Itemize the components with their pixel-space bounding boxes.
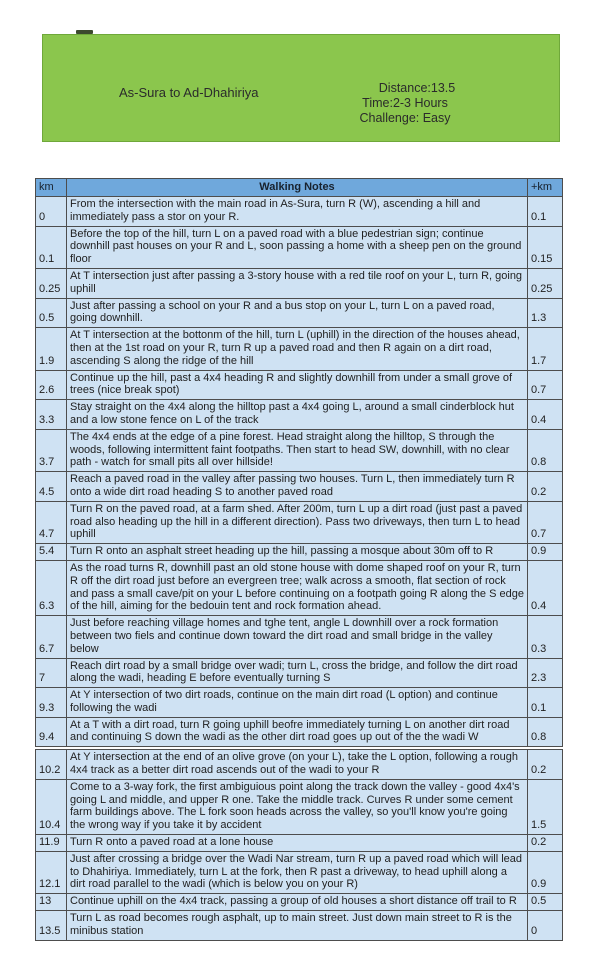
cell-plus: 0.5: [528, 894, 563, 911]
table-row: [36, 750, 563, 780]
cell-km: 13: [36, 894, 67, 911]
cell-note: Come to a 3-way fork, the first ambiguious point along the track down the valley - good 4x4's going L and middle, and upper R one. Take the middle track. Curves R under some cement farm buildings above. The L fork soon heads across the valley, so you'll know you're going the wrong way if you take it by accident: [67, 779, 528, 834]
cell-km: 12.1: [36, 851, 67, 893]
cell-note: At T intersection at the bottonm of the hill, turn L (uphill) in the direction of the houses ahead, then at the 1st road on your R, turn R up a paved road and then R again on a dirt road, ascending S along the ridge of the hill: [67, 328, 528, 370]
table-row: [36, 429, 563, 471]
cell-km: 4.7: [36, 501, 67, 543]
cell-km: 1.9: [36, 328, 67, 370]
table-row: [36, 298, 563, 328]
cell-plus: 0.4: [528, 400, 563, 430]
cell-note: Stay straight on the 4x4 along the hilltop past a 4x4 going L, around a small cinderblock hut and a low stone fence on L of the track: [67, 400, 528, 430]
table-row: [36, 226, 563, 268]
cell-note: From the intersection with the main road in As-Sura, turn R (W), ascending a hill and immediately pass a stor on your R.: [67, 197, 528, 227]
cell-km: 4.5: [36, 472, 67, 502]
table-row: [36, 472, 563, 502]
trail-time: Time:2-3 Hours: [362, 96, 448, 110]
table-row: [36, 688, 563, 718]
cell-note: Continue up the hill, past a 4x4 heading R and slightly downhill from under a small grove of trees (nice break spot): [67, 370, 528, 400]
table-header-row: [36, 179, 563, 197]
cell-note: Just before reaching village homes and tghe tent, angle L downhill over a rock formation between two fiels and continue down toward the dirt road and small bridge in the valley below: [67, 616, 528, 658]
cell-km: 7: [36, 658, 67, 688]
cell-note: At T intersection just after passing a 3-story house with a red tile roof on your L, turn R, going uphill: [67, 268, 528, 298]
table-row: [36, 544, 563, 561]
cell-km: 10.4: [36, 779, 67, 834]
cell-km: 0.25: [36, 268, 67, 298]
walking-notes-table: [35, 178, 563, 941]
trail-info-block: [325, 81, 485, 126]
cell-plus: 0.8: [528, 429, 563, 471]
table-row: [36, 616, 563, 658]
cell-plus: 0: [528, 911, 563, 941]
cell-km: 10.2: [36, 750, 67, 780]
cell-km: 6.7: [36, 616, 67, 658]
cell-km: 9.3: [36, 688, 67, 718]
cell-plus: 0.9: [528, 851, 563, 893]
cell-plus: 1.3: [528, 298, 563, 328]
cell-km: 13.5: [36, 911, 67, 941]
trail-challenge: Challenge: Easy: [359, 111, 451, 125]
cell-note: At Y intersection of two dirt roads, continue on the main dirt road (L option) and continue following the wadi: [67, 688, 528, 718]
cell-plus: 1.7: [528, 328, 563, 370]
column-header-plus-km: +km: [528, 179, 563, 197]
cell-note: As the road turns R, downhill past an old stone house with dome shaped roof on your R, turn R off the dirt road just before an evergreen tree; walk across a smooth, flat section of rock and pass a small cave/pit on your L before continuing on a footpath going R along the S edge of the hill, aiming for the bedouin tent and rock formation ahead.: [67, 560, 528, 615]
cell-plus: 0.7: [528, 501, 563, 543]
column-header-km: km: [36, 179, 67, 197]
print-artifact-mark: [76, 30, 93, 34]
cell-note: Turn R on the paved road, at a farm shed. After 200m, turn L up a dirt road (just past a paved road also heading up the hill in a different direction). Pass two driveways, then turn L to head uphill: [67, 501, 528, 543]
cell-plus: 0.15: [528, 226, 563, 268]
cell-km: 0.1: [36, 226, 67, 268]
cell-note: At Y intersection at the end of an olive grove (on your L), take the L option, following a rough 4x4 track as a better dirt road ascends out of the wadi to your R: [67, 750, 528, 780]
table-row: [36, 717, 563, 747]
cell-plus: 2.3: [528, 658, 563, 688]
table-row: [36, 400, 563, 430]
cell-note: Turn R onto a paved road at a lone house: [67, 835, 528, 852]
cell-km: 3.7: [36, 429, 67, 471]
trail-header-box: [42, 34, 560, 142]
column-header-walking-notes: Walking Notes: [67, 179, 528, 197]
table-row: [36, 835, 563, 852]
table-row: [36, 911, 563, 941]
table-row: [36, 560, 563, 615]
cell-note: Reach a paved road in the valley after passing two houses. Turn L, then immediately turn R onto a wide dirt road heading S to another paved road: [67, 472, 528, 502]
trail-distance: Distance:13.5: [378, 81, 456, 95]
cell-plus: 0.8: [528, 717, 563, 747]
cell-note: Before the top of the hill, turn L on a paved road with a blue pedestrian sign; continue downhill past houses on your R and L, soon passing a home with a sheep pen on the ground floor: [67, 226, 528, 268]
cell-km: 6.3: [36, 560, 67, 615]
table-row: [36, 197, 563, 227]
table-row: [36, 501, 563, 543]
cell-plus: 0.2: [528, 835, 563, 852]
table-row: [36, 370, 563, 400]
cell-note: Turn R onto an asphalt street heading up the hill, passing a mosque about 30m off to R: [67, 544, 528, 561]
cell-plus: 0.4: [528, 560, 563, 615]
table-row: [36, 779, 563, 834]
table-row: [36, 268, 563, 298]
trail-title: As-Sura to Ad-Dhahiriya: [119, 85, 259, 100]
cell-plus: 0.2: [528, 750, 563, 780]
table-row: [36, 851, 563, 893]
cell-note: Turn L as road becomes rough asphalt, up to main street. Just down main street to R is the minibus station: [67, 911, 528, 941]
cell-note: At a T with a dirt road, turn R going uphill beofre immediately turning L on another dirt road and continuing S down the wadi as the other dirt road goes up out of the the wadi W: [67, 717, 528, 747]
table-row: [36, 658, 563, 688]
cell-km: 0: [36, 197, 67, 227]
cell-note: The 4x4 ends at the edge of a pine forest. Head straight along the hilltop, S through the woods, following intermittent faint footpaths. Then start to head SW, downhill, with no clear path - watch for small pits all over hillside!: [67, 429, 528, 471]
cell-plus: 0.9: [528, 544, 563, 561]
cell-km: 3.3: [36, 400, 67, 430]
cell-plus: 1.5: [528, 779, 563, 834]
table-row: [36, 328, 563, 370]
cell-plus: 0.3: [528, 616, 563, 658]
cell-note: Continue uphill on the 4x4 track, passing a group of old houses a short distance off trail to R: [67, 894, 528, 911]
cell-note: Reach dirt road by a small bridge over wadi; turn L, cross the bridge, and follow the dirt road along the wadi, heading E before eventually turning S: [67, 658, 528, 688]
cell-km: 11.9: [36, 835, 67, 852]
table-row: [36, 894, 563, 911]
cell-plus: 0.1: [528, 688, 563, 718]
cell-plus: 0.2: [528, 472, 563, 502]
cell-plus: 0.7: [528, 370, 563, 400]
cell-plus: 0.1: [528, 197, 563, 227]
cell-km: 0.5: [36, 298, 67, 328]
cell-km: 2.6: [36, 370, 67, 400]
cell-note: Just after passing a school on your R and a bus stop on your L, turn L on a paved road, going downhill.: [67, 298, 528, 328]
cell-note: Just after crossing a bridge over the Wadi Nar stream, turn R up a paved road which will lead to Dhahiriya. Immediately, turn L at the fork, then R past a driveway, to head uphill along a dirt road parallel to the wadi (which is below you on your R): [67, 851, 528, 893]
cell-km: 9.4: [36, 717, 67, 747]
cell-plus: 0.25: [528, 268, 563, 298]
cell-km: 5.4: [36, 544, 67, 561]
